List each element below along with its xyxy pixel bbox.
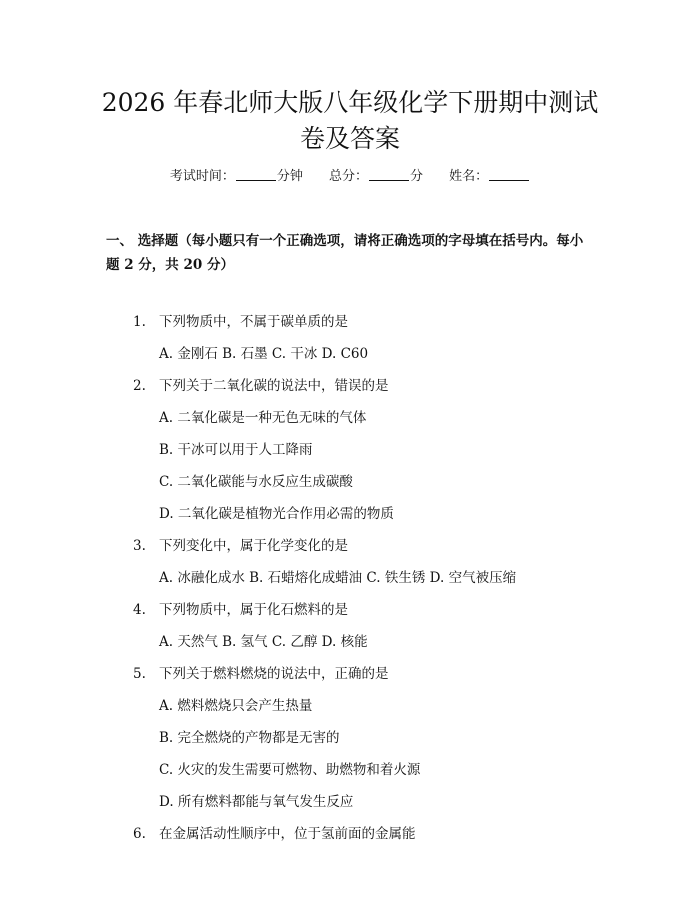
question-6 (133, 824, 416, 844)
question-5-option-a: A. 燃料燃烧只会产生热量 (159, 698, 313, 714)
question-number: 6. (133, 826, 146, 842)
question-number: 2. (133, 378, 146, 394)
question-number: 5. (133, 666, 146, 682)
question-1 (133, 312, 348, 332)
exam-meta (0, 167, 700, 187)
exam-score-unit: 分 (410, 169, 424, 184)
question-number: 3. (133, 538, 146, 554)
question-number: 1. (133, 314, 146, 330)
question-2-option-d: D. 二氧化碳是植物光合作用必需的物质 (159, 506, 394, 522)
exam-time-blank[interactable] (236, 168, 276, 181)
question-4 (133, 600, 348, 620)
exam-score-blank[interactable] (369, 168, 409, 181)
question-2-option-a: A. 二氧化碳是一种无色无味的气体 (159, 410, 367, 426)
exam-name (449, 169, 530, 184)
question-text: 下列物质中，不属于碳单质的是 (159, 314, 348, 330)
question-4-options: A. 天然气 B. 氢气 C. 乙醇 D. 核能 (159, 634, 368, 650)
question-5-option-c: C. 火灾的发生需要可燃物、助燃物和着火源 (159, 762, 421, 778)
question-3-options: A. 冰融化成水 B. 石蜡熔化成蜡油 C. 铁生锈 D. 空气被压缩 (159, 570, 517, 586)
question-text: 在金属活动性顺序中，位于氢前面的金属能 (159, 826, 416, 842)
question-3 (133, 536, 348, 556)
exam-score (329, 169, 423, 184)
section-heading-line-1: 一、 选择题（每小题只有一个正确选项，请将正确选项的字母填在括号内。每小 (106, 233, 584, 249)
question-5 (133, 664, 389, 684)
question-text: 下列变化中，属于化学变化的是 (159, 538, 348, 554)
exam-title-line-1: 2026 年春北师大版八年级化学下册期中测试 (101, 88, 599, 117)
exam-score-label: 总分： (328, 169, 368, 184)
question-5-option-b: B. 完全燃烧的产物都是无害的 (159, 730, 340, 746)
exam-time-label: 考试时间： (169, 169, 235, 184)
question-text: 下列关于二氧化碳的说法中，错误的是 (159, 378, 389, 394)
question-2-option-b: B. 干冰可以用于人工降雨 (159, 442, 313, 458)
question-text: 下列物质中，属于化石燃料的是 (159, 602, 348, 618)
question-2-option-c: C. 二氧化碳能与水反应生成碳酸 (159, 474, 353, 490)
question-number: 4. (133, 602, 146, 618)
exam-title-line-2: 卷及答案 (299, 124, 400, 153)
question-text: 下列关于燃料燃烧的说法中，正确的是 (159, 666, 389, 682)
question-5-option-d: D. 所有燃料都能与氧气发生反应 (159, 794, 354, 810)
exam-name-label: 姓名： (449, 169, 489, 184)
section-heading-line-2: 题 2 分，共 20 分） (106, 257, 234, 273)
question-1-options: A. 金刚石 B. 石墨 C. 干冰 D. C60 (159, 346, 369, 362)
exam-time-unit: 分钟 (276, 169, 303, 184)
exam-time (170, 169, 303, 184)
question-2 (133, 376, 389, 396)
exam-name-blank[interactable] (489, 168, 529, 181)
